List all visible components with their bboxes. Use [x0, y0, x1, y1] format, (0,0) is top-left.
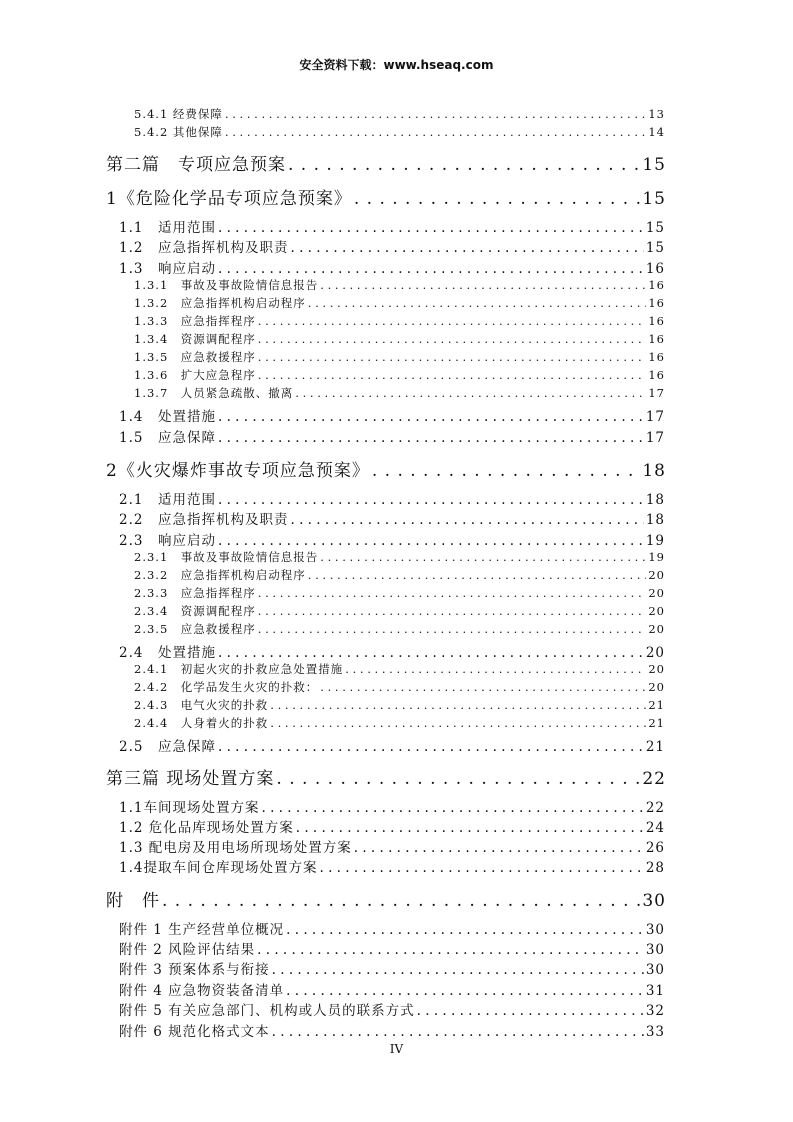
toc-entry-page: 20	[645, 645, 665, 661]
toc-entry[interactable]	[119, 958, 665, 978]
toc-entry[interactable]	[119, 641, 665, 661]
page-header: 安全资料下载：www.hseaq.com	[299, 58, 494, 72]
toc-entry-page: 30	[645, 922, 665, 938]
toc-leader-dots	[261, 800, 643, 816]
toc-entry[interactable]	[134, 367, 665, 385]
toc-entry-label: 2.3.2 应急指挥机构启动程序	[134, 568, 306, 582]
toc-entry-page: 17	[648, 386, 665, 400]
toc-entry-label: 1.3.2 应急指挥机构启动程序	[134, 296, 306, 310]
toc-entry-page: 19	[645, 533, 665, 549]
toc-leader-dots	[162, 891, 640, 911]
toc-entry-label: 2.5 应急保障	[119, 739, 216, 755]
toc-entry-page: 21	[648, 698, 665, 712]
toc-leader-dots	[272, 1024, 644, 1040]
toc-entry-label: 2.3 响应启动	[119, 533, 216, 549]
toc-entry-page: 30	[645, 942, 665, 958]
toc-entry-page: 16	[648, 368, 665, 382]
toc-entry-label: 2.4 处置措施	[119, 645, 216, 661]
toc-entry-label: 1.3.7 人员紧急疏散、撤离	[134, 386, 294, 400]
toc-entry-label: 5.4.2 其他保障	[134, 125, 223, 139]
toc-entry-page: 32	[645, 1003, 665, 1019]
toc-entry-page: 14	[648, 125, 665, 139]
toc-leader-dots	[288, 155, 640, 175]
toc-entry[interactable]	[119, 735, 665, 755]
toc-entry-page: 16	[648, 332, 665, 346]
toc-entry-page: 26	[645, 840, 665, 856]
toc-leader-dots	[295, 386, 646, 400]
toc-entry-label: 2.2 应急指挥机构及职责	[119, 512, 289, 528]
toc-entry[interactable]	[119, 836, 665, 856]
toc-leader-dots	[270, 716, 646, 730]
toc-leader-dots	[320, 550, 646, 564]
toc-entry-page: 17	[645, 409, 665, 425]
toc-entry-page: 16	[648, 278, 665, 292]
toc-entry-page: 22	[642, 769, 666, 789]
toc-entry-label: 1《危险化学品专项应急预案》	[106, 189, 352, 209]
toc-leader-dots	[320, 680, 646, 694]
toc-leader-dots	[225, 125, 646, 139]
toc-leader-dots	[258, 314, 647, 328]
toc-entry-label: 1.2 危化品库现场处置方案	[119, 820, 294, 836]
toc-entry-page: 33	[645, 1024, 665, 1040]
toc-entry-label: 附件 4 应急物资装备清单	[119, 983, 285, 999]
toc-entry-label: 1.5 应急保障	[119, 430, 216, 446]
toc-entry-page: 19	[648, 550, 665, 564]
toc-leader-dots	[218, 739, 644, 755]
toc-entry-label: 1.3.5 应急救援程序	[134, 350, 256, 364]
toc-leader-dots	[272, 962, 644, 978]
toc-entry-page: 31	[645, 983, 665, 999]
toc-entry-page: 18	[645, 512, 665, 528]
toc-entry[interactable]	[119, 1020, 665, 1040]
toc-entry-label: 附件 3 预案体系与衔接	[119, 962, 270, 978]
toc-leader-dots	[345, 662, 646, 676]
toc-entry[interactable]	[119, 816, 665, 836]
toc-leader-dots	[276, 769, 640, 789]
toc-entry-page: 22	[645, 800, 665, 816]
toc-entry-page: 28	[645, 860, 665, 876]
toc-entry-label: 1.1 适用范围	[119, 220, 216, 236]
toc-entry-label: 附 件	[106, 891, 160, 911]
toc-leader-dots	[218, 645, 644, 661]
toc-entry-page: 13	[648, 107, 665, 121]
toc-entry[interactable]	[119, 918, 665, 938]
toc-entry-page: 16	[645, 261, 665, 277]
toc-entry-label: 1.4 处置措施	[119, 409, 216, 425]
toc-entry-page: 15	[645, 220, 665, 236]
toc-leader-dots	[258, 586, 647, 600]
toc-entry[interactable]	[134, 715, 665, 733]
toc-leader-dots	[354, 189, 641, 209]
toc-entry[interactable]	[134, 697, 665, 715]
toc-entry[interactable]	[106, 764, 666, 788]
toc-leader-dots	[290, 240, 643, 256]
toc-entry[interactable]	[106, 150, 666, 174]
toc-entry-page: 16	[648, 296, 665, 310]
toc-entry[interactable]	[119, 257, 665, 277]
toc-entry-page: 15	[645, 240, 665, 256]
toc-entry[interactable]	[134, 331, 665, 349]
toc-entry[interactable]	[134, 585, 665, 603]
toc-entry[interactable]	[134, 661, 665, 679]
toc-entry[interactable]	[134, 621, 665, 639]
toc-entry-label: 附件 5 有关应急部门、机构或人员的联系方式	[119, 1003, 415, 1019]
toc-entry-label: 1.3.3 应急指挥程序	[134, 314, 256, 328]
toc-leader-dots	[290, 512, 643, 528]
toc-entry[interactable]	[119, 236, 665, 256]
toc-entry[interactable]	[119, 508, 665, 528]
toc-entry-label: 1.4提取车间仓库现场处置方案	[119, 860, 318, 876]
toc-entry[interactable]	[119, 999, 665, 1019]
toc-entry-label: 附件 2 风险评估结果	[119, 942, 256, 958]
toc-entry[interactable]	[134, 349, 665, 367]
toc-leader-dots	[218, 261, 644, 277]
toc-entry-page: 24	[645, 820, 665, 836]
toc-entry-page: 17	[645, 430, 665, 446]
toc-entry[interactable]	[134, 567, 665, 585]
toc-leader-dots	[225, 107, 646, 121]
toc-entry-page: 18	[642, 461, 666, 481]
toc-entry-label: 附件 6 规范化格式文本	[119, 1024, 270, 1040]
toc-entry-page: 21	[648, 716, 665, 730]
toc-entry-label: 1.3.6 扩大应急程序	[134, 368, 256, 382]
toc-leader-dots	[218, 492, 644, 508]
toc-entry[interactable]	[119, 856, 665, 876]
toc-entry-label: 1.3 配电房及用电场所现场处置方案	[119, 840, 352, 856]
page-number: IV	[389, 1042, 404, 1056]
toc-entry[interactable]	[134, 679, 665, 697]
toc-entry[interactable]	[106, 184, 666, 208]
toc-leader-dots	[218, 430, 644, 446]
toc-leader-dots	[258, 332, 647, 346]
toc-entry-page: 30	[645, 962, 665, 978]
toc-entry[interactable]	[134, 106, 665, 124]
toc-entry-page: 20	[648, 604, 665, 618]
toc-leader-dots	[258, 350, 647, 364]
toc-entry[interactable]	[134, 603, 665, 621]
toc-entry-label: 2.3.5 应急救援程序	[134, 622, 256, 636]
toc-entry-page: 15	[642, 155, 666, 175]
toc-leader-dots	[308, 296, 647, 310]
toc-entry-label: 1.1车间现场处置方案	[119, 800, 260, 816]
toc-leader-dots	[372, 461, 641, 481]
toc-entry-label: 2.3.3 应急指挥程序	[134, 586, 256, 600]
toc-entry[interactable]	[119, 216, 665, 236]
toc-entry-page: 21	[645, 739, 665, 755]
toc-entry-label: 2.4.3 电气火灾的扑救	[134, 698, 269, 712]
toc-entry[interactable]	[119, 426, 665, 446]
toc-leader-dots	[257, 942, 644, 958]
toc-entry-label: 1.3.4 资源调配程序	[134, 332, 256, 346]
toc-entry-page: 20	[648, 622, 665, 636]
toc-entry[interactable]	[134, 124, 665, 142]
toc-entry-label: 2.1 适用范围	[119, 492, 216, 508]
toc-entry[interactable]	[119, 979, 665, 999]
toc-entry-label: 1.2 应急指挥机构及职责	[119, 240, 289, 256]
toc-entry[interactable]	[119, 405, 665, 425]
toc-entry-page: 20	[648, 662, 665, 676]
toc-entry[interactable]	[119, 529, 665, 549]
toc-entry[interactable]	[119, 796, 665, 816]
toc-leader-dots	[308, 568, 647, 582]
toc-leader-dots	[286, 922, 644, 938]
toc-entry[interactable]	[106, 456, 666, 480]
toc-leader-dots	[296, 820, 644, 836]
toc-leader-dots	[286, 983, 644, 999]
toc-leader-dots	[354, 840, 644, 856]
toc-leader-dots	[258, 604, 647, 618]
toc-entry[interactable]	[134, 549, 665, 567]
toc-leader-dots	[270, 698, 646, 712]
toc-entry-label: 第三篇 现场处置方案	[106, 769, 275, 789]
toc-entry-page: 20	[648, 568, 665, 582]
toc-entry-label: 2.3.4 资源调配程序	[134, 604, 256, 618]
toc-entry-label: 1.3 响应启动	[119, 261, 216, 277]
toc-leader-dots	[417, 1003, 644, 1019]
toc-entry[interactable]	[134, 277, 665, 295]
toc-entry[interactable]	[134, 385, 665, 403]
toc-leader-dots	[258, 622, 647, 636]
toc-entry-label: 2.4.2 化学品发生火灾的扑救：	[134, 680, 319, 694]
toc-entry-label: 2《火灾爆炸事故专项应急预案》	[106, 461, 370, 481]
toc-entry-page: 20	[648, 680, 665, 694]
toc-entry-page: 16	[648, 314, 665, 328]
toc-entry[interactable]	[106, 886, 666, 910]
toc-entry[interactable]	[119, 938, 665, 958]
toc-entry-page: 18	[645, 492, 665, 508]
toc-entry-label: 2.4.4 人身着火的扑救	[134, 716, 269, 730]
toc-entry-label: 1.3.1 事故及事故险情信息报告	[134, 278, 319, 292]
toc-leader-dots	[218, 533, 644, 549]
toc-entry-label: 2.4.1 初起火灾的扑救应急处置措施	[134, 662, 344, 676]
toc-leader-dots	[320, 278, 646, 292]
toc-entry-label: 第二篇 专项应急预案	[106, 155, 286, 175]
toc-entry-label: 5.4.1 经费保障	[134, 107, 223, 121]
toc-leader-dots	[319, 860, 643, 876]
toc-entry-page: 30	[642, 891, 666, 911]
toc-leader-dots	[258, 368, 647, 382]
toc-entry-page: 16	[648, 350, 665, 364]
toc-entry-label: 附件 1 生产经营单位概况	[119, 922, 285, 938]
toc-leader-dots	[218, 409, 644, 425]
toc-entry[interactable]	[134, 313, 665, 331]
toc-entry-page: 20	[648, 586, 665, 600]
toc-entry-label: 2.3.1 事故及事故险情信息报告	[134, 550, 319, 564]
toc-entry[interactable]	[134, 295, 665, 313]
toc-entry-page: 15	[642, 189, 666, 209]
toc-leader-dots	[218, 220, 644, 236]
toc-entry[interactable]	[119, 488, 665, 508]
